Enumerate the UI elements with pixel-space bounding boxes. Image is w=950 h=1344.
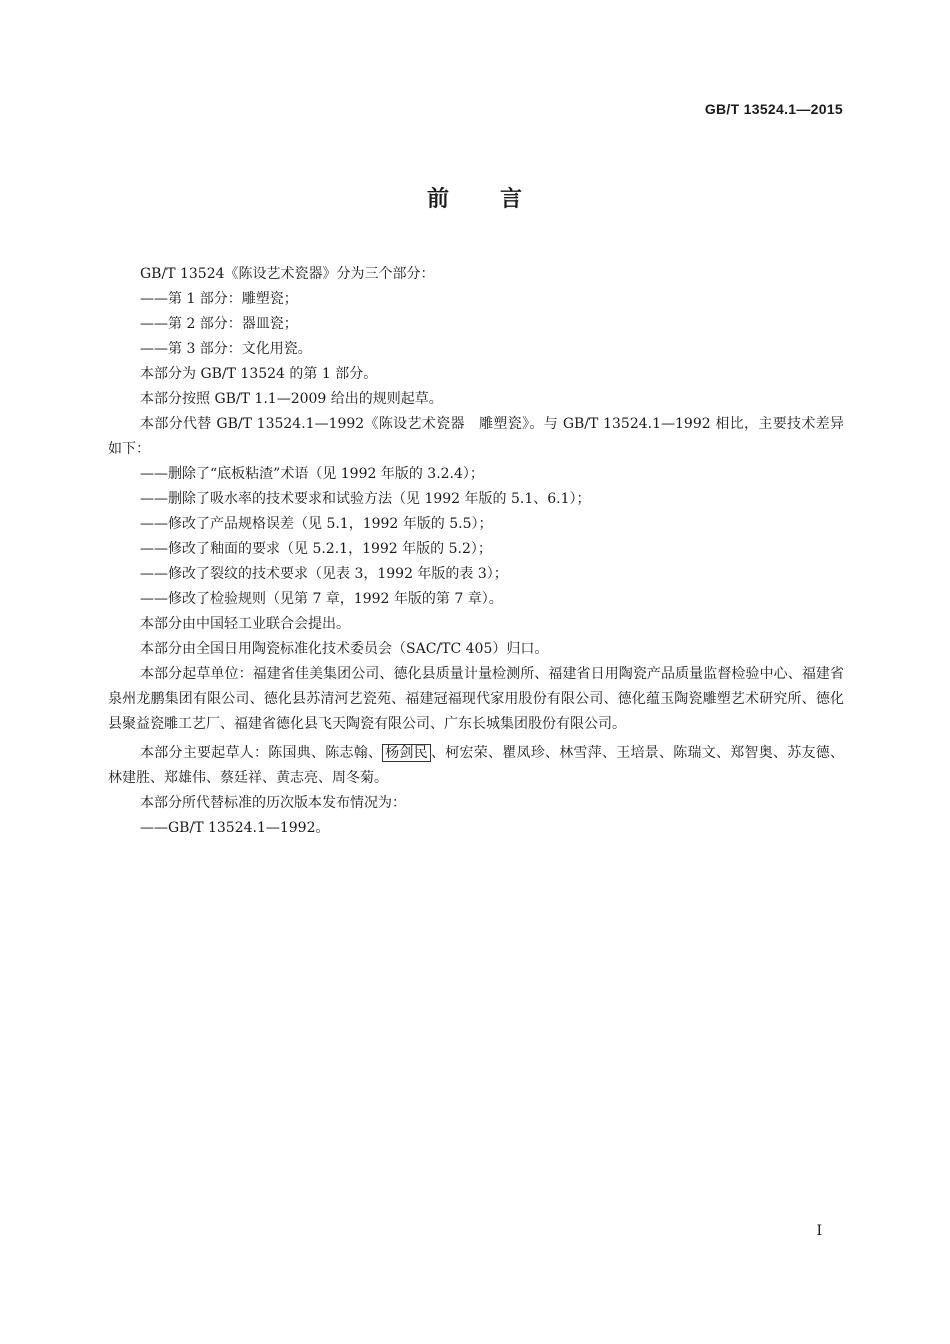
committee-statement: 本部分由全国日用陶瓷标准化技术委员会（SAC/TC 405）归口。	[140, 641, 549, 657]
history-item: ——GB/T 13524.1—1992。	[140, 820, 330, 836]
change-item: ——修改了釉面的要求（见 5.2.1，1992 年版的 5.2）；	[140, 541, 492, 557]
drafters-trailing: 、柯宏荣、瞿凤珍、林雪萍、王培景、陈瑞文、郑智奥、苏友德、林建胜、郑雄伟、蔡廷祥、黄志亮、周冬菊。	[108, 745, 844, 786]
drafters	[108, 741, 844, 791]
highlighted-drafter: 杨剑民	[382, 744, 431, 762]
title-char-2: 言	[500, 187, 524, 212]
part-item: ——第 1 部分：雕塑瓷；	[140, 291, 298, 307]
change-item: ——删除了“底板粘渣”术语（见 1992 年版的 3.2.4）；	[140, 466, 484, 482]
page-number: I	[816, 1223, 822, 1239]
change-item: ——删除了吸水率的技术要求和试验方法（见 1992 年版的 5.1、6.1）；	[140, 491, 591, 507]
change-item: ——修改了检验规则（见第 7 章，1992 年版的第 7 章）。	[140, 591, 503, 607]
drafting-rules: 本部分按照 GB/T 1.1—2009 给出的规则起草。	[140, 391, 443, 407]
intro-paragraph: GB/T 13524《陈设艺术瓷器》分为三个部分：	[140, 266, 435, 282]
drafters-leading: 本部分主要起草人：陈国典、陈志翰、	[140, 745, 383, 761]
history-intro: 本部分所代替标准的历次版本发布情况为：	[140, 795, 406, 811]
change-item: ——修改了裂纹的技术要求（见表 3，1992 年版的表 3）；	[140, 566, 508, 582]
change-item: ——修改了产品规格误差（见 5.1，1992 年版的 5.5）；	[140, 516, 493, 532]
part-item: ——第 3 部分：文化用瓷。	[140, 341, 312, 357]
page-title	[0, 182, 950, 213]
replacement-statement: 本部分代替 GB/T 13524.1—1992《陈设艺术瓷器 雕塑瓷》。与 GB/T 13524.1—1992 相比，主要技术差异如下：	[108, 416, 844, 457]
part-statement: 本部分为 GB/T 13524 的第 1 部分。	[140, 366, 378, 382]
part-item: ——第 2 部分：器皿瓷；	[140, 316, 298, 332]
proposer-statement: 本部分由中国轻工业联合会提出。	[140, 616, 350, 632]
standard-code: GB/T 13524.1—2015	[704, 101, 843, 117]
drafting-units: 本部分起草单位：福建省佳美集团公司、德化县质量计量检测所、福建省日用陶瓷产品质量监督检验中心、福建省泉州龙鹏集团有限公司、德化县苏清河艺瓷苑、福建冠福现代家用股份有限公司、德化蕴玉陶瓷雕塑艺术研究所、德化县聚益瓷雕工艺厂、福建省德化县飞天陶瓷有限公司、广东长城集团股份有限公司。	[108, 666, 844, 732]
foreword-body	[108, 262, 844, 841]
title-char-1: 前	[426, 187, 450, 212]
